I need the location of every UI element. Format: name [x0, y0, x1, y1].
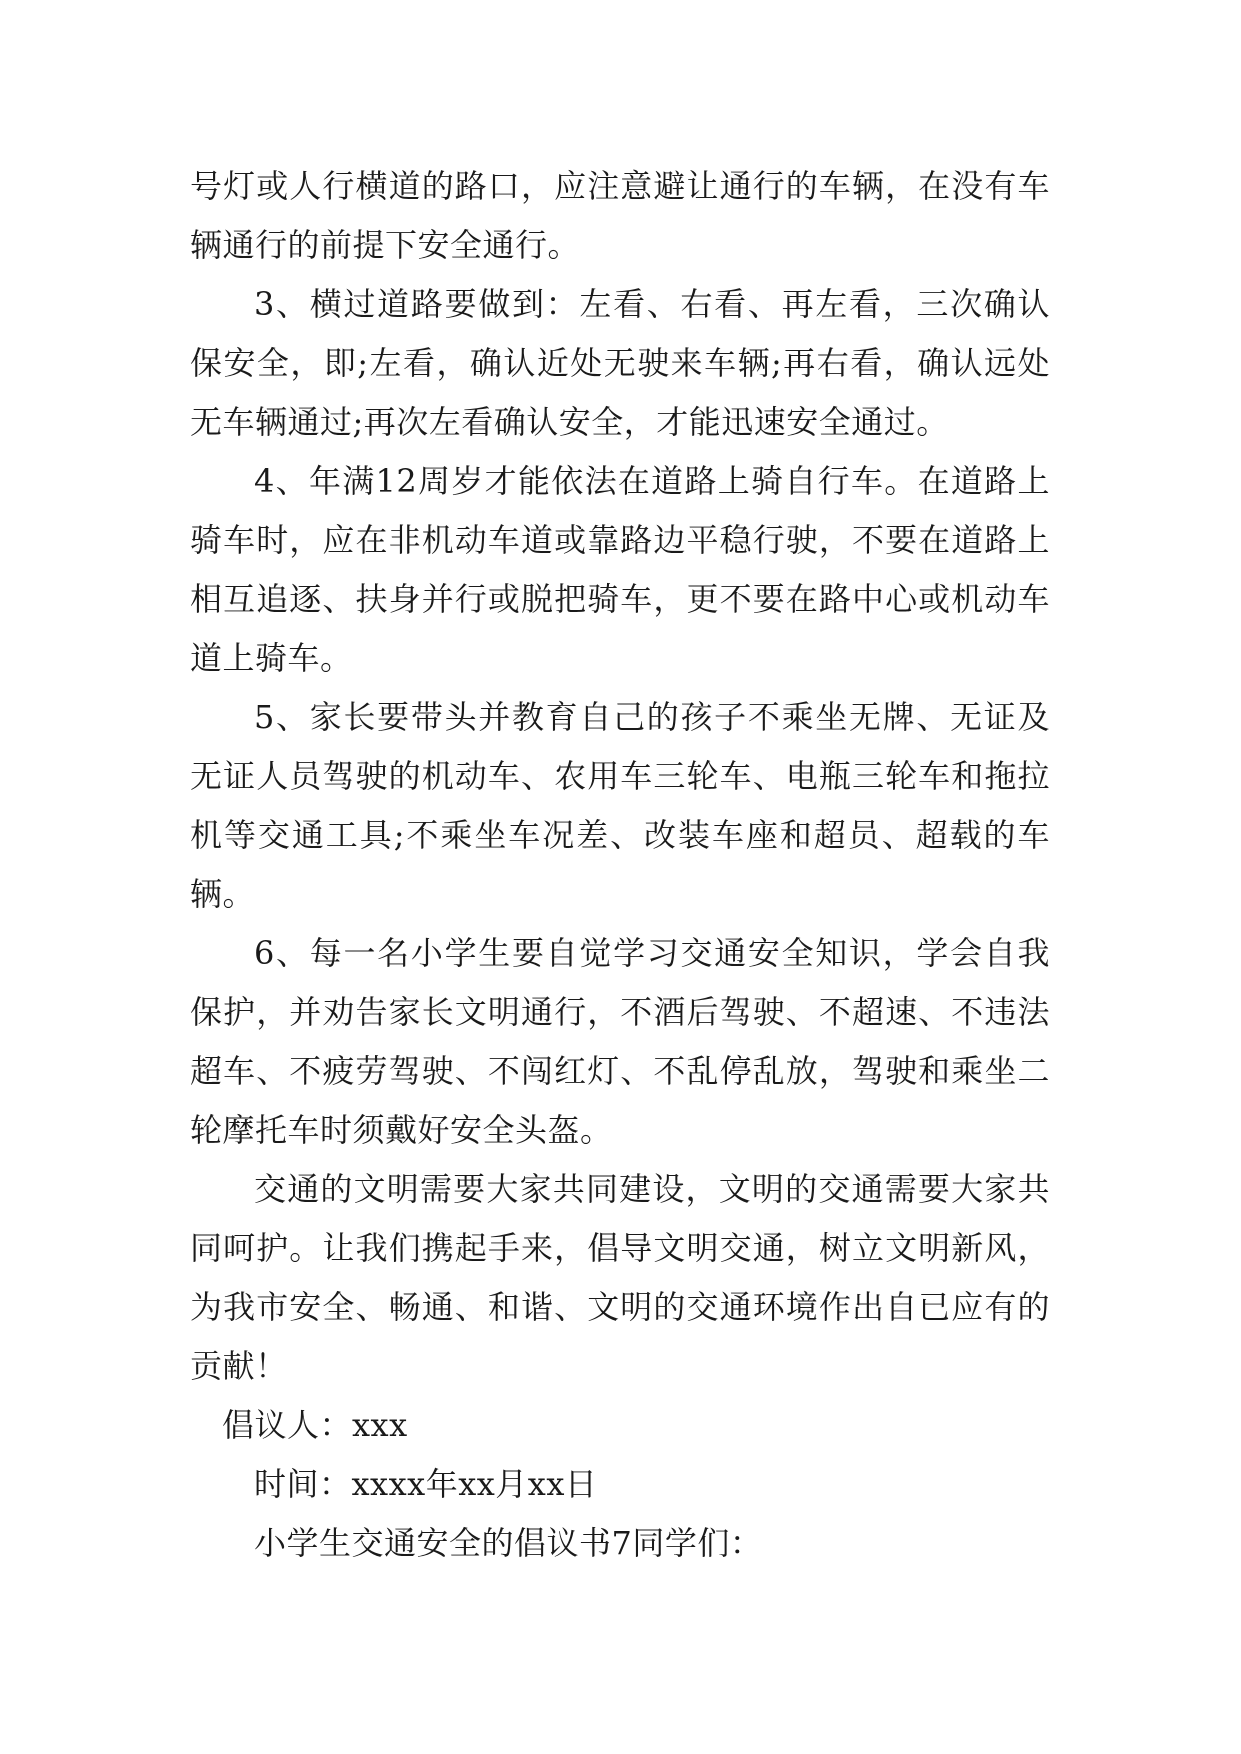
text-line: 机等交通工具;不乘坐车况差、改装车座和超员、超载的车: [190, 816, 1050, 854]
text-line: 相互追逐、扶身并行或脱把骑车，更不要在路中心或机动车: [190, 580, 1050, 618]
text-line: 保安全，即;左看，确认近处无驶来车辆;再右看，确认远处: [190, 344, 1050, 382]
document-body: [190, 157, 1050, 1573]
text-line: 贡献！: [190, 1347, 288, 1385]
paragraph-first-line: 4、年满12周岁才能依法在道路上骑自行车。在道路上: [254, 462, 1050, 500]
text-line: 辆。: [190, 875, 256, 913]
text-line: 骑车时，应在非机动车道或靠路边平稳行驶，不要在道路上: [190, 521, 1050, 559]
date-line: 时间：xxxx年xx月xx日: [254, 1465, 598, 1503]
paragraph-first-line: 3、横过道路要做到：左看、右看、再左看，三次确认: [254, 285, 1050, 323]
text-line: 轮摩托车时须戴好安全头盔。: [190, 1111, 613, 1149]
paragraph-first-line: 5、家长要带头并教育自己的孩子不乘坐无牌、无证及: [254, 698, 1050, 736]
paragraph-first-line: 交通的文明需要大家共同建设，文明的交通需要大家共: [254, 1170, 1050, 1208]
text-line: 无车辆通过;再次左看确认安全，才能迅速安全通过。: [190, 403, 949, 441]
text-line: 无证人员驾驶的机动车、农用车三轮车、电瓶三轮车和拖拉: [190, 757, 1050, 795]
next-heading-line: 小学生交通安全的倡议书7同学们：: [254, 1524, 763, 1562]
text-line: 道上骑车。: [190, 639, 353, 677]
text-line: 保护，并劝告家长文明通行，不酒后驾驶、不超速、不违法: [190, 993, 1050, 1031]
text-line: 号灯或人行横道的路口，应注意避让通行的车辆，在没有车: [190, 167, 1050, 205]
text-line: 辆通行的前提下安全通行。: [190, 226, 581, 264]
text-line: 超车、不疲劳驾驶、不闯红灯、不乱停乱放，驾驶和乘坐二: [190, 1052, 1050, 1090]
text-line: 同呵护。让我们携起手来，倡导文明交通，树立文明新风，: [190, 1229, 1050, 1267]
text-line: 为我市安全、畅通、和谐、文明的交通环境作出自已应有的: [190, 1288, 1050, 1326]
paragraph-first-line: 6、每一名小学生要自觉学习交通安全知识，学会自我: [254, 934, 1050, 972]
proposer-line: 倡议人：xxx: [222, 1406, 408, 1444]
